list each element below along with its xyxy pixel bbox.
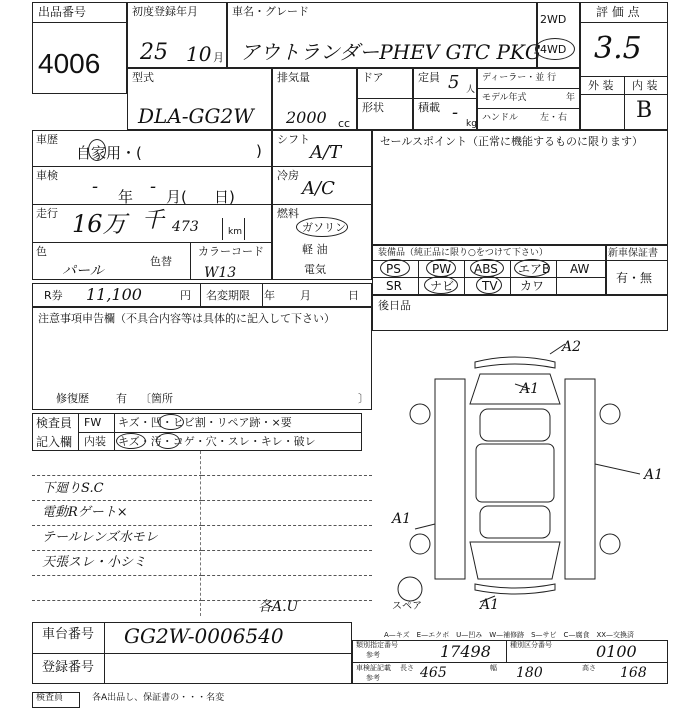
interior-stain-circle [156,433,180,449]
price-label: 参考 [366,651,380,659]
car-diagram-leader-right [595,464,640,474]
interior-value: B [636,98,653,123]
height-value: 168 [620,665,647,681]
diagram-bottom-note: 各A.U [258,599,299,615]
car-diagram-rear-bumper [475,584,555,594]
ac-value: A/C [302,178,335,199]
recycle-value: 11,100 [86,285,142,304]
car-diagram-wheel-rl [410,534,430,554]
drive-4wd: 4WD [540,43,567,56]
length-key: 長さ [400,664,414,672]
color-code-label: カラーコード [198,245,264,258]
equip-abs-circle [470,259,504,277]
inspector-label: 検査員 [36,416,73,430]
equip-aw: AW [570,262,590,276]
notes-label: 注意事項申告欄（不具合内容等は具体的に記入して下さい） [38,312,335,325]
equip-tv-circle [476,276,502,294]
car-diagram-wheel-fl [410,404,430,424]
load-label: 積載 [418,101,440,114]
mileage-label: 走行 [36,207,58,220]
name-change-day: 日 [348,289,359,302]
equip-pw-circle [426,259,456,277]
lot-number-label: 出品番号 [38,5,87,19]
diagram-mark-bottom: A1 [480,597,500,613]
name-change-label: 名変期限 [206,289,250,302]
equip-ps-circle [380,259,410,277]
exterior-label: 外 装 [588,79,614,92]
car-diagram-hood [470,374,560,404]
lot-number: 4006 [38,48,101,79]
handle-options: 左・右 [540,113,568,123]
warranty-label: 新車保証書 [608,248,658,259]
designated-value: 17498 [440,642,491,661]
fw-dent-circle [158,414,184,430]
car-diagram-trunk [470,542,560,579]
fuel-label: 燃料 [277,207,299,220]
history-close: ) [256,142,262,160]
equip-airbag-circle [514,259,550,277]
remark-4: 天張スレ・小シミ [42,555,147,570]
car-diagram [380,334,670,624]
remark-3: テールレンズ水モレ [42,530,158,545]
fuel-value: ガソリン [302,221,346,234]
shift-value: A/T [310,142,342,163]
first-reg-month: 10 [186,42,212,66]
car-diagram-wheel-fr [600,404,620,424]
equip-airbag: エアB [518,262,551,276]
diagram-mark-roof: A1 [520,381,540,397]
mileage-unit: km [228,227,242,237]
first-reg-label: 初度登録年月 [132,5,198,18]
car-diagram-windshield [480,409,550,441]
car-diagram-right-side [565,379,595,579]
category-label: 種別区分番号 [510,641,552,649]
aftersale-label: 後日品 [378,299,411,312]
capacity-label: 定員 [418,71,440,84]
repair-label: 修復歴 [56,392,89,405]
damage-legend: A—キズ E—エクボ U—凹み W—補修跡 S—サビ C—腐食 XX—交換済 [384,631,635,639]
equip-navi-circle [424,276,458,294]
car-diagram-wheel-rr [600,534,620,554]
color-label: 色 [36,245,47,258]
history-circle [88,139,106,161]
car-grade-label: 車名・グレード [232,5,309,18]
color-change-label: 色替 [150,255,172,268]
inspection-year: - [92,176,99,197]
sales-point-label: セールスポイント（正常に機能するものに限ります） [380,135,644,148]
model-value: DLA-GG2W [138,104,254,128]
car-diagram-front-bumper [475,357,555,368]
color-code-value: W13 [204,265,237,281]
car-diagram-rear-glass [480,506,550,538]
remark-2: 電動Rゲート× [42,505,128,520]
equip-pw: PW [432,262,452,276]
recycle-row [32,283,372,307]
equip-tv: TV [482,279,498,293]
capacity-unit: 人 [466,85,476,95]
category-value: 0100 [596,642,637,661]
equip-leather: カワ [520,279,545,293]
displacement-unit: cc [338,117,351,130]
width-key: 幅 [490,664,497,672]
remark-1: 下廻りS.C [42,481,104,496]
repair-value: 有 [116,392,127,405]
equip-sr: SR [386,279,402,293]
inspection-year-unit: 年 [118,188,134,206]
car-diagram-roof [476,444,554,502]
displacement-value: 2000 [286,108,327,127]
footer-text: 各A出品し、保証書の・・・名変 [92,693,225,703]
car-diagram-left-side [435,379,465,579]
model-year-unit: 年 [566,93,576,103]
load-value: - [452,102,459,123]
recycle-unit: 円 [180,289,191,302]
inspection-month: - [150,176,157,197]
interior-items-label: 内装 [84,435,106,448]
interior-label: 内 装 [632,79,658,92]
history-value: 自家用・( [76,144,142,162]
length-label: 車検証記載 [356,664,391,672]
car-grade-value: アウトランダーPHEV GTC PKG [240,40,541,64]
shift-label: シフト [277,133,310,146]
entry-label: 記入欄 [36,435,73,449]
displacement-label: 排気量 [277,71,310,84]
chassis-value: GG2W-0006540 [124,624,284,648]
first-reg-month-unit: 月 [213,51,224,64]
model-label: 型式 [132,71,154,84]
fw-items: キズ・凹・ヒビ割・リペア跡・×要 [118,416,292,429]
fuel-diesel: 軽 油 [302,243,328,256]
rating-value: 3.5 [594,31,642,66]
mileage-man: 16万 [72,210,127,238]
shape-label: 形状 [362,101,384,114]
first-reg-year: 25 [140,40,168,65]
color-value: パール [62,263,104,279]
aftersale-box [372,295,668,331]
inspection-month-unit: 月( [166,188,187,206]
door-label: ドア [362,71,384,84]
chassis-label: 車台番号 [42,627,95,642]
diagram-mark-top: A2 [562,339,582,355]
footer-label: 検査員 [36,693,64,703]
equip-navi: ナビ [430,279,455,293]
recycle-label: R券 [44,289,63,302]
reg-label: 登録番号 [42,660,95,675]
height-key: 高さ [582,664,596,672]
inspection-day-unit: 日) [214,188,235,206]
capacity-value: 5 [448,72,460,93]
name-change-month: 月 [300,289,311,302]
mileage-rest: 473 [172,219,199,235]
ac-label: 冷房 [277,169,299,182]
load-unit: kg [466,119,477,129]
interior-items: キズ・汚・コゲ・穴・スレ・キレ・破レ [118,435,316,448]
interior-scratch-circle [116,433,146,449]
car-diagram-leader-left [415,524,435,529]
spare-label: スペア [392,601,422,612]
diagram-mark-left: A1 [392,511,412,527]
diagram-mark-right: A1 [644,467,664,483]
model-year-label: モデル年式 [482,93,527,103]
warranty-value: 有・無 [616,271,653,285]
equip-abs: ABS [474,262,498,276]
inspection-label: 車検 [36,169,58,182]
fuel-electric: 電気 [304,263,326,276]
designated-label: 類別指定番号 [356,641,398,649]
rating-label: 評 価 点 [596,5,640,19]
car-diagram-spare-wheel [398,577,422,601]
history-label: 車歴 [36,133,58,146]
width-value: 180 [516,665,543,681]
dealer-label: ディーラー・並 行 [482,73,557,83]
equip-ps: PS [386,262,401,276]
length-value: 465 [420,665,447,681]
repair-close: 〕 [358,392,369,405]
handle-label: ハンドル [482,113,519,123]
mileage-sen: 千 [142,208,165,233]
length-sub: 参考 [366,674,380,682]
repair-place: 〔箇所 [140,392,173,405]
equipment-label: 装備品（純正品に限り○をつけて下さい） [378,248,548,258]
drive-2wd: 2WD [540,13,567,26]
name-change-year: 年 [264,289,275,302]
fw-label: FW [84,416,102,429]
